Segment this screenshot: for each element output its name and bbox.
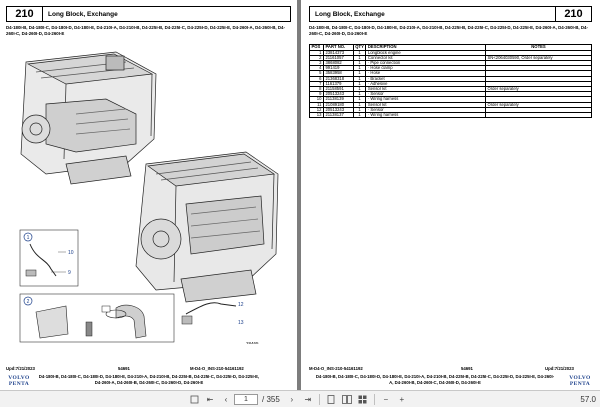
viewer-toolbar <box>0 390 600 407</box>
cell-qty: 1 <box>353 81 366 86</box>
left-footer-date: Upd:7/21/2023 <box>6 366 35 371</box>
zoom-out-icon[interactable]: − <box>383 394 389 404</box>
section-title: Long Block, Exchange <box>48 10 118 18</box>
models-list: D4-180I-B, D4-180I-C, D4-180I-D, D4-180I-E, D4-210I-A, D4-210I-B, D4-225I-B, D4-225I-C, D4-225I-D, D4-225I-E, D4-260I-A, D4-260I-B, D4-260I-C, D4-260I-D, D4-260I-E <box>6 25 285 36</box>
cell-pos: 3 <box>310 60 324 65</box>
callout-13: 13 <box>238 320 244 326</box>
cell-notes: Order separately <box>486 102 592 107</box>
cell-qty: 1 <box>353 55 366 60</box>
left-page <box>0 0 297 390</box>
cell-description: · Bracket <box>366 76 486 81</box>
cell-pos: 13 <box>310 112 324 117</box>
right-footer-models: D4-180I-B, D4-180I-C, D4-180I-D, D4-180I-E, D4-210I-A, D4-210I-B, D4-225I-B, D4-225I-C, D4-225I-D, D4-225I-E, D4-260I-A, D4-260I-B, D4-260I-C, D4-260I-D, D4-260I-E <box>315 374 555 385</box>
engine-drawing-1 <box>21 52 156 184</box>
single-page-icon[interactable] <box>323 393 339 406</box>
cell-qty: 1 <box>353 60 366 65</box>
volvo-penta-logo: VOLVO PENTA <box>8 375 30 387</box>
cell-part-no: 3583958 <box>323 71 353 76</box>
cell-description: · Wiring harness <box>366 112 486 117</box>
cell-part-no: 1161379 <box>323 81 353 86</box>
cell-qty: 1 <box>353 86 366 91</box>
fit-page-icon[interactable] <box>186 393 202 406</box>
callout-bubble-1: 1 <box>26 235 30 241</box>
cell-description: Sensor kit <box>366 86 486 91</box>
left-footer-ref: M-D4-O_INS-210-54161192 <box>190 366 244 371</box>
cell-description: · Pipe connection <box>366 60 486 65</box>
right-footer-date: Upd:7/21/2023 <box>545 366 574 371</box>
cell-part-no: 21089180 <box>323 102 353 107</box>
left-footer-code: 54691 <box>118 366 130 371</box>
cell-description: · Hose <box>366 71 486 76</box>
col-qty: QTY <box>355 44 364 50</box>
cell-description: · Sensor <box>366 92 486 97</box>
cell-pos: 4 <box>310 66 324 71</box>
callout-12: 12 <box>238 302 244 308</box>
cell-pos: 6 <box>310 76 324 81</box>
cell-description: Sensor kit <box>366 102 486 107</box>
right-footer-ref: M-D4-O_INS-210-54161192 <box>309 366 363 371</box>
engine-drawing-2 <box>136 152 278 302</box>
callout-9: 9 <box>68 270 71 276</box>
cell-part-no: 3868082 <box>323 60 353 65</box>
cell-pos: 12 <box>310 107 324 112</box>
detail-inset-sensor-2 <box>182 302 259 344</box>
callout-bubble-2: 2 <box>26 299 30 305</box>
cell-qty: 1 <box>353 71 366 76</box>
cell-pos: 10 <box>310 97 324 102</box>
cell-part-no: 21138137 <box>323 112 353 117</box>
cell-description: · Adhesive <box>366 81 486 86</box>
engine-illustration <box>6 44 291 344</box>
cell-description: · Wiring harness <box>366 97 486 102</box>
cell-qty: 1 <box>353 112 366 117</box>
cell-qty: 1 <box>353 66 366 71</box>
cell-qty: 1 <box>353 76 366 81</box>
prev-page-icon[interactable]: ‹ <box>224 394 228 404</box>
cell-description: Connector kit <box>366 55 486 60</box>
detail-inset-connector-kit <box>20 294 174 342</box>
cell-pos: 9 <box>310 92 324 97</box>
cell-part-no: 21158591 <box>323 86 353 91</box>
cell-part-no: 20513243 <box>323 107 353 112</box>
section-number: 210 <box>7 7 43 21</box>
col-description: DESCRIPTION <box>366 45 486 51</box>
cell-notes: SN<2064030590, Order separately <box>486 55 592 60</box>
table-row <box>310 112 592 117</box>
cell-pos: 5 <box>310 71 324 76</box>
left-footer-models: D4-180I-B, D4-180I-C, D4-180I-D, D4-180I-E, D4-210I-A, D4-210I-B, D4-225I-B, D4-225I-C, D4-225I-D, D4-225I-E, D4-260I-A, D4-260I-B, D4-260I-C, D4-260I-D, D4-260I-E <box>38 374 260 385</box>
cell-pos: 1 <box>310 50 324 55</box>
callout-10: 10 <box>68 250 74 256</box>
last-page-icon[interactable]: ⇥ <box>304 394 312 404</box>
cell-description: · Hose clamp <box>366 66 486 71</box>
detail-inset-sensor <box>20 230 78 286</box>
cell-qty: 1 <box>353 50 366 55</box>
zoom-in-icon[interactable]: + <box>399 394 405 404</box>
right-page-header <box>309 6 592 22</box>
cell-part-no: 23814373 <box>323 50 353 55</box>
zoom-level[interactable]: 57.0 <box>580 394 596 404</box>
cell-part-no: 991419 <box>323 66 353 71</box>
grid-view-icon[interactable] <box>355 393 371 406</box>
cell-pos: 7 <box>310 81 324 86</box>
col-pos: POS <box>310 45 324 51</box>
cell-part-no: 21138139 <box>323 97 353 102</box>
cell-qty: 1 <box>353 92 366 97</box>
volvo-penta-logo-right: VOLVO PENTA <box>569 375 591 387</box>
toolbar-divider <box>319 394 320 405</box>
col-notes: NOTES <box>486 45 592 51</box>
cell-pos: 2 <box>310 55 324 60</box>
cell-notes <box>486 112 592 117</box>
cell-part-no: 21368318 <box>323 76 353 81</box>
first-page-icon[interactable]: ⇤ <box>206 394 214 404</box>
col-part-no: PART NO. <box>323 45 353 51</box>
models-list-right: D4-180I-B, D4-180I-C, D4-180I-D, D4-180I-E, D4-210I-A, D4-210I-B, D4-225I-B, D4-225I-C, D4-225I-D, D4-225I-E, D4-260I-A, D4-260I-B, D4-260I-C, D4-260I-D, D4-260I-E <box>309 25 588 36</box>
cell-qty: 1 <box>353 97 366 102</box>
cell-qty: 1 <box>353 102 366 107</box>
cell-description: Longblock engine <box>366 50 486 55</box>
figure-number: 28465 <box>246 341 259 344</box>
cell-part-no: 20513243 <box>323 92 353 97</box>
toolbar-divider-2 <box>374 394 375 405</box>
cell-part-no: 21161057 <box>323 55 353 60</box>
cell-notes: Order separately <box>486 86 592 91</box>
cell-description: · Sensor <box>366 107 486 112</box>
next-page-icon[interactable]: › <box>290 394 294 404</box>
right-footer-code: 54691 <box>461 366 473 371</box>
cell-pos: 11 <box>310 102 324 107</box>
cell-qty: 1 <box>353 107 366 112</box>
two-page-icon[interactable] <box>339 393 355 406</box>
page-total: / 355 <box>262 394 280 404</box>
right-page <box>301 0 600 390</box>
parts-table <box>309 44 592 118</box>
section-number-right: 210 <box>555 7 591 21</box>
left-page-header <box>6 6 291 22</box>
section-title-right: Long Block, Exchange <box>315 10 385 18</box>
cell-pos: 8 <box>310 86 324 91</box>
page-number-input[interactable]: 1 <box>234 394 258 405</box>
